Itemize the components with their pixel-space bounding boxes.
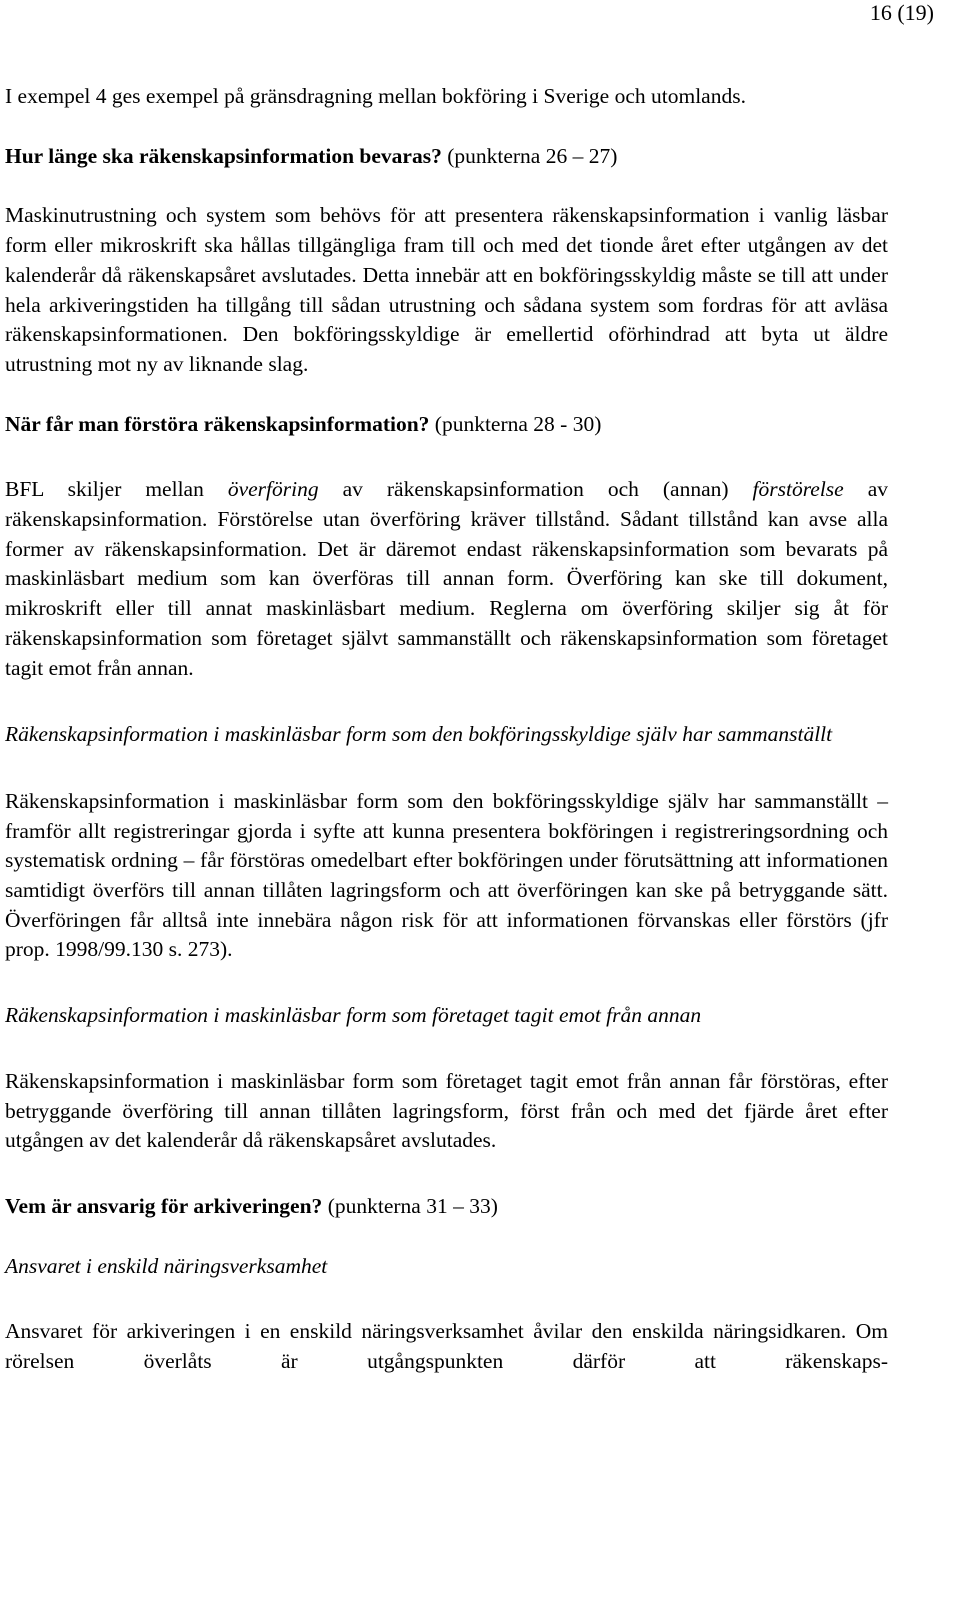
heading-destruction-ref: (punkterna 28 - 30) — [429, 411, 602, 436]
paragraph-equipment: Maskinutrustning och system som behövs för att presentera räkenskapsinformation i vanlig läsbar form eller mikroskrift ska hållas tillgängliga fram till och med det tionde året efter utgången av det kalenderår då räkenskapsåret avslutades. Detta innebär att en bokföringsskyldig måste se till att under hela arkiveringstiden ha tillgång till sådan utrustning och sådana system som fordras för att avläsa räkenskapsinformationen. Den bokföringsskyldige är emellertid oförhindrad att byta ut äldre utrustning mot ny av liknande slag. — [5, 203, 888, 376]
paragraph-self-compiled: Räkenskapsinformation i maskinläsbar form som den bokföringsskyldige själv har sammanställt – framför allt registreringar gjorda i syfte att kunna presentera bokföringen i registreringsordning och systematisk ordning – får förstöras omedelbart efter bokföringen under förutsättning att informationen samtidigt överförs till annan tillåten lagringsform och att överföringen kan ske på betryggande sätt. Överföringen får alltså inte innebära någon risk för att informationen förvanskas eller förstörs (jfr prop. 1998/99.130 s. 273). — [5, 788, 888, 962]
heading-retention-period-title: Hur länge ska räkenskapsinformation bevaras? — [5, 143, 442, 168]
p3-text-1: BFL skiljer mellan — [5, 477, 228, 502]
heading-destruction-title: När får man förstöra räkenskapsinformation? — [5, 411, 430, 436]
paragraph-transfer-destruction — [5, 475, 888, 683]
subheading-received: Räkenskapsinformation i maskinläsbar form som företaget tagit emot från annan — [5, 1003, 702, 1028]
heading-responsibility — [5, 1192, 888, 1222]
heading-responsibility-ref: (punkterna 31 – 33) — [322, 1193, 498, 1218]
heading-retention-period-ref: (punkterna 26 – 27) — [441, 143, 618, 168]
document-body — [5, 82, 888, 1377]
paragraph-sole-trader: Ansvaret för arkiveringen i en enskild näringsverksamhet åvilar den enskilda näringsidkaren. Om rörelsen överlåts är utgångspunkten därför att räkenskaps- — [5, 1319, 888, 1374]
p3-emphasis-destruction: förstörelse — [752, 477, 844, 502]
heading-destruction — [5, 410, 888, 440]
p3-emphasis-transfer: överföring — [227, 477, 319, 502]
paragraph-received: Räkenskapsinformation i maskinläsbar form som företaget tagit emot från annan får förstöras, efter betryggande överföring till annan tillåten lagringsform, först från och med det fjärde året efter utgången av det kalenderår då räkenskapsåret avslutades. — [5, 1068, 888, 1153]
heading-responsibility-title: Vem är ansvarig för arkiveringen? — [5, 1193, 323, 1218]
heading-retention-period — [5, 142, 888, 172]
p3-text-3: av räkenskapsinformation. Förstörelse utan överföring kräver tillstånd. Sådant tillstånd kan avse alla former av räkenskapsinformation. Det är däremot endast räkenskapsinformation som bevarats på maskinläsbart medium som kan överföras till annan form. Överföring kan ske till dokument, mikroskrift eller till annat maskinläsbart medium. Reglerna om överföring skiljer sig åt för räkenskapsinformation som företaget självt sammanställt och räkenskapsinformation som företaget tagit emot från annan. — [5, 477, 888, 680]
p3-text-2: av räkenskapsinformation och (annan) — [318, 477, 753, 502]
paragraph-example-4: I exempel 4 ges exempel på gränsdragning mellan bokföring i Sverige och utomlands. — [5, 84, 746, 108]
subheading-self-compiled: Räkenskapsinformation i maskinläsbar form som den bokföringsskyldige själv har sammanställt — [5, 722, 833, 747]
subheading-sole-trader: Ansvaret i enskild näringsverksamhet — [5, 1253, 328, 1278]
page-number: 16 (19) — [869, 0, 934, 25]
